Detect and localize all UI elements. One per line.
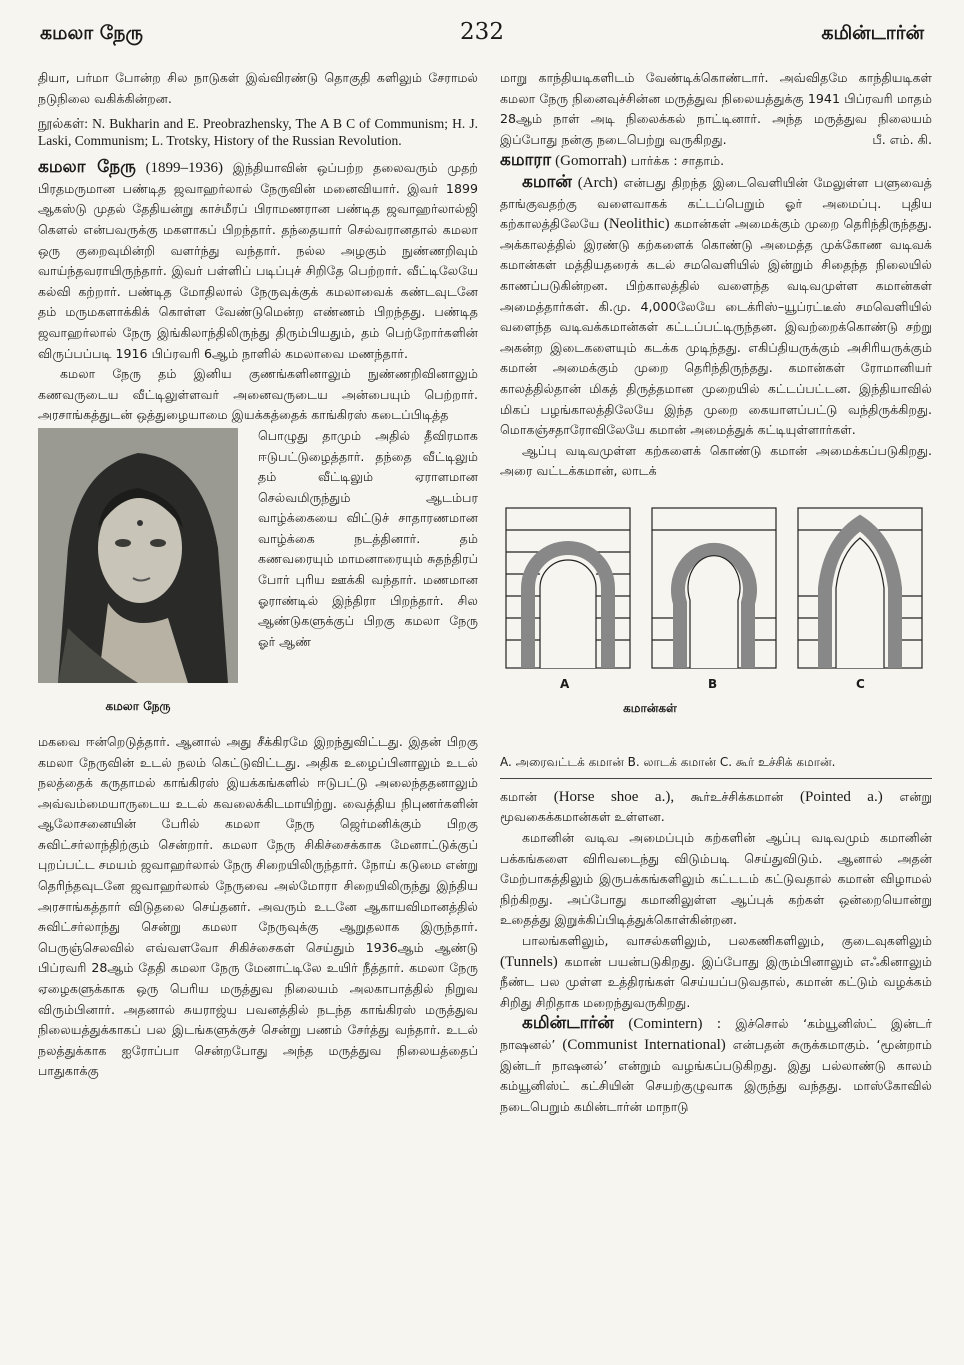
running-head-right: கமின்டார்ன் <box>821 22 924 44</box>
gomorrah-entry <box>500 150 932 172</box>
gomorrah-english: (Gomorrah) <box>555 153 627 170</box>
kamala-nehru-entry <box>38 157 478 364</box>
gomorrah-title: கமாரா <box>500 150 552 171</box>
portrait-figure <box>38 428 248 728</box>
continued-text: மாறு காந்தியடிகளிடம் வேண்டிக்கொண்டார். அவ்விதமே காந்தியடிகள் கமலா நேரு நினைவுச்சின்ன மருத்துவ நிலையத்துக்கு 1941 பிப்ரவரி மாதம் 28ஆம் நாள் அடி நிலைக்கல் நாட்டினார். அந்த மருத்துவ நிலையம் இப்போது நன்கு நடைபெற்று வருகிறது. <box>500 70 932 147</box>
comintern-title: கமின்டார்ன் <box>522 1013 614 1034</box>
portrait-photo <box>38 428 238 683</box>
arch-text-1b: கமான்கள் அமைக்கும் முறை தெரிந்திருந்தது. அக்காலத்தில் இரண்டு கற்களைக் கொண்டு அமைத்த முக்கோண வடிவக் கமான்கள் மத்தியதரைக் கடல் சமவெளியில் இன்றும் சிதைந்த நிலையில் காணப்படுகின்றன. பிற்காலத்தில் வளைந்த வடிவமுள்ள கமான்கள் அமைத்தார்கள். கி.மு. 4,000லேயே டைக்ரிஸ்–யூப்ரட்டீஸ் சமவெளியில் வளைந்த வடிவக்கமான்கள் கட்டப்பட்டிருந்தன. இவற்றைக்கொண்டு சற்று அகன்ற இடைகளையும் கடக்க முடிந்தது. எகிப்தியருக்கும் அசிரியருக்கும் கமான் அமைக்கும் முறை தெரிந்திருந்தது. கமான்கள் ரோமானியர் காலத்தில்தான் மிகத் திருத்தமான முறையில் கட்டப்பட்டன. இந்தியாவில் மிகப் பழங்காலத்திலேயே இந்த முறை கையாளப்பட்டு வந்திருக்கிறது. மொகஞ்சதாரோவிலேயே கமான் அமைத்துக் கட்டியுள்ளார்கள். <box>500 216 932 438</box>
arch-paragraph-2: ஆப்பு வடிவமுள்ள கற்களைக் கொண்டு கமான் அமைக்கப்படுகிறது. அரை வட்டக்கமான், லாடக் <box>500 442 932 479</box>
comintern-english: (Comintern) : <box>628 1016 721 1033</box>
right-column <box>500 68 932 1117</box>
references-label: நூல்கள்: <box>38 116 88 132</box>
communist-international-term: (Communist International) <box>562 1037 726 1053</box>
entry-paragraph-2-wrap: பொழுது தாமும் அதில் தீவிரமாக ஈடுபட்டுழைத்தார். தந்தை வீட்டிலும் தம் வீட்டிலும் ஏராளமான செல்வமிருந்தும் ஆடம்பர வாழ்க்கையை விட்டுச் சாதாரணமான வாழ்க்கை நடத்தினார். தம் கணவரையும் மாமனாரையும் சுதந்திரப் போர் புரிய ஊக்கி வந்தார். மணமான ஓராண்டில் இந்திரா பிறந்தார். சில ஆண்டுகளுக்குப் பிறகு கமலா நேரு ஓர் ஆண் <box>258 427 478 649</box>
page-number: 232 <box>460 19 504 45</box>
figure-label-b: B <box>708 676 718 691</box>
left-column <box>38 68 478 1082</box>
neolithic-term: (Neolithic) <box>603 216 670 233</box>
comintern-text-a: இச்சொல் ‘கம்யூனிஸ்ட் இன்டர் நாஷனல்’ <box>500 1016 932 1052</box>
arch-paragraph-5 <box>500 931 932 1013</box>
horseshoe-arch-drawing <box>652 508 776 668</box>
arch-text-5a: பாலங்களிலும், வாசல்களிலும், பலகணிகளிலும், குடைவுகளிலும் <box>522 933 932 949</box>
figure-title: கமான்கள் <box>623 700 677 715</box>
arch-english: (Arch) <box>577 174 618 191</box>
portrait-caption: கமலா நேரு <box>105 698 171 713</box>
figure-label-a: A <box>560 676 570 691</box>
figure-label-c: C <box>856 676 865 691</box>
arch-text-3c: என்று மூவகைக்கமான்கள் உள்ளன. <box>500 788 933 825</box>
horseshoe-term: (Horse shoe a.), <box>553 788 675 805</box>
gomorrah-text: பார்க்க : சாதாம். <box>630 153 725 169</box>
comintern-text-b: என்பதன் சுருக்கமாகும். ‘மூன்றாம் இன்டர் நாஷனல்’ என்றும் வழங்கப்படுகிறது. இது பல்லாண்டு காலம் கம்யூனிஸ்ட் கட்சியின் செயற்குழுவாக இருந்து வந்தது. மாஸ்கோவில் நடைபெறும் கமின்டார்ன் மாநாடு <box>500 1037 932 1114</box>
tunnels-term: (Tunnels) <box>500 953 558 970</box>
pointed-term: (Pointed a.) <box>800 788 883 805</box>
entry-paragraph-2-end: மகவை ஈன்றெடுத்தார். ஆனால் அது சீக்கிரமே இறந்துவிட்டது. இதன் பிறகு கமலா நேருவின் உடல் நலம் கெட்டுவிட்டது. அதிக உழைப்பினாலும் உடல் நலத்தைக் கருதாமல் காங்கிரஸ் இயக்கங்களில் ஈடுபட்டு அலைந்ததனாலும் அவ்வம்மையாருடைய உடல் கவலைக்கிடமாயிற்று. வைத்திய நிபுணர்களின் ஆலோசனையின் பேரில் கமலா நேரு ஜெர்மனிக்கும் பிறகு சுவிட்சர்லாந்திற்கும் சென்றார். கமலா நேரு சிகிச்சைக்காக மேனாட்டுக்குப் புறப்பட்ட சமயம் ஜவாஹர்லால் நேரு சிறையிலிருந்தார். நோய் கடுமை என்று தெரிந்தவுடனே ஜவாஹர்லால் நேருவை அல்மோரா சிறையிலிருந்து இந்திய அரசாங்கத்தார் விடுதலை செய்தனர். அவரும் உடனே ஆகாயவிமானத்தில் சுவிட்சர்லாந்து சென்று கமலா நேருவுக்கு ஆறுதலாக இருந்தார். பெருஞ்செலவில் எவ்வளவோ சிகிச்சைகள் செய்தும் 1936ஆம் ஆண்டு பிப்ரவரி 28ஆம் தேதி கமலா நேரு மேனாட்டிலே உயிர் நீத்தார். கமலா நேரு ஏழைகளுக்காக ஒரு பெரிய மருத்துவ நிலையம் அலகாபாத்தில் நிறுவ விரும்பினார். அதனால் சுயராஜ்ய பவனத்தில் நடந்த காங்கிரஸ் மருத்துவ நிலையத்துக்காகப் பல இடங்களுக்குச் சென்று பணம் சேர்த்து வந்தார். உடல் நலத்துக்காக ஐரோப்பா சென்றபோது அந்த மருத்துவ நிலையத்தைப் பாதுகாக்கு <box>38 733 478 1079</box>
arch-entry <box>500 172 932 441</box>
semicircular-arch-drawing <box>506 508 630 668</box>
entry-title: கமலா நேரு <box>38 157 136 178</box>
figure-caption: A. அரைவட்டக் கமான் B. லாடக் கமான் C. கூர் உச்சிக் கமான். <box>500 754 836 769</box>
references <box>38 115 478 149</box>
arch-paragraph-3 <box>500 787 932 828</box>
arch-paragraph-4: கமானின் வடிவ அமைப்பும் கற்களின் ஆப்பு வடிவமும் கமானின் பக்கங்களை விரிவடைந்து விடும்படி செய்துவிடும். ஆனால் அதன் மேற்பாகத்திலும் இருபக்கங்களிலும் கட்டடம் கட்டுவதால் கமான் விழாமல் நிற்கிறது. அப்போது கமானிலுள்ள ஆப்புக் கற்கள் ஒன்றையொன்று உதைத்து இறுக்கிப்பிடித்துக்கொள்கின்றன. <box>500 830 932 928</box>
arch-text-5b: கமான் பயன்படுகிறது. இப்போது இரும்பினாலும் எஃகினாலும் நீண்ட பல முள்ள உத்திரங்கள் செய்யப்படுவதால், கமான் கட்டும் வழக்கம் சிறிது சிறிதாக மறைந்துவருகிறது. <box>500 953 932 1010</box>
arch-title: கமான் <box>522 171 572 192</box>
author-initials: பீ. எம். கி. <box>872 131 932 147</box>
comintern-entry <box>500 1013 932 1117</box>
entry-paragraph-2-start: கமலா நேரு தம் இனிய குணங்களினாலும் நுண்ணறிவினாலும் கணவருடைய வீட்டிலுள்ளவர் அனைவருடைய அன்பையும் பெற்றார். அரசாங்கத்துடன் ஒத்துழையாமை இயக்கத்தைக் காங்கிரஸ் கடைப்பிடித்த <box>38 366 478 423</box>
arch-text-1a: என்பது திறந்த இடைவெளியின் மேலுள்ள பளுவைத் தாங்குவதற்கு வளைவாகக் கட்டப்பெறும் ஓர் அமைப்பு. புதிய கற்காலத்திலேயே <box>500 174 932 232</box>
arch-figure <box>500 488 932 748</box>
pointed-arch-drawing <box>798 508 922 668</box>
references-text: N. Bukharin and E. Preobrazhensky, The A B C of Communism; H. J. Laski, Communism; L. Trotsky, History of the Russian Revolution. <box>38 116 478 149</box>
arch-text-3a: கமான் <box>500 788 537 804</box>
previous-entry-text: தியா, பர்மா போன்ற சில நாடுகள் இவ்விரண்டு தொகுதி களிலும் சேராமல் நடுநிலை வகிக்கின்றன. <box>38 70 478 106</box>
figure-divider <box>500 778 932 779</box>
entry-years: (1899–1936) <box>145 160 224 177</box>
arch-text-3b: கூர்உச்சிக்கமான் <box>690 788 784 804</box>
continued-paragraph <box>500 68 932 150</box>
entry-paragraph-1: இந்தியாவின் ஒப்பற்ற தலைவரும் முதற் பிரதமருமான பண்டித ஜவாஹர்லால் நேருவின் மனைவியார். இவர் 1899 ஆகஸ்டு முதல் தேதியன்று காச்மீரப் பிராமணரான பண்டித ஜவாஹர்லால்ஜி கௌல் என்பவருக்கு மகளாகப் பிறந்தார். தந்தையார் செல்வரானதால் கமலா ஒரு குறைவுமின்றி வளர்ந்து வந்தார். நல்ல அழகும் நுண்ணறிவும் வாய்ந்தவராயிருந்தார். இவர் பள்ளிப் படிப்புச் சிறிதே பெற்றார். வீட்டிலேயே கல்வி கற்றார். பண்டித மோதிலால் நேருவுக்குக் கமலாவைக் கண்டவுடனே தம் மருமகளாக்கிக் கொள்ள வேண்டுமென்ற எண்ணம் பிறந்தது. பண்டித ஜவாஹர்லால் நேரு இங்கிலாந்திலிருந்து திரும்பியதும், தம் பெற்றோர்களின் விருப்பப்படி 1916 பிப்ரவரி 6ஆம் நாளில் கமலாவை மணந்தார். <box>38 160 478 361</box>
running-head-left: கமலா நேரு <box>40 22 144 44</box>
